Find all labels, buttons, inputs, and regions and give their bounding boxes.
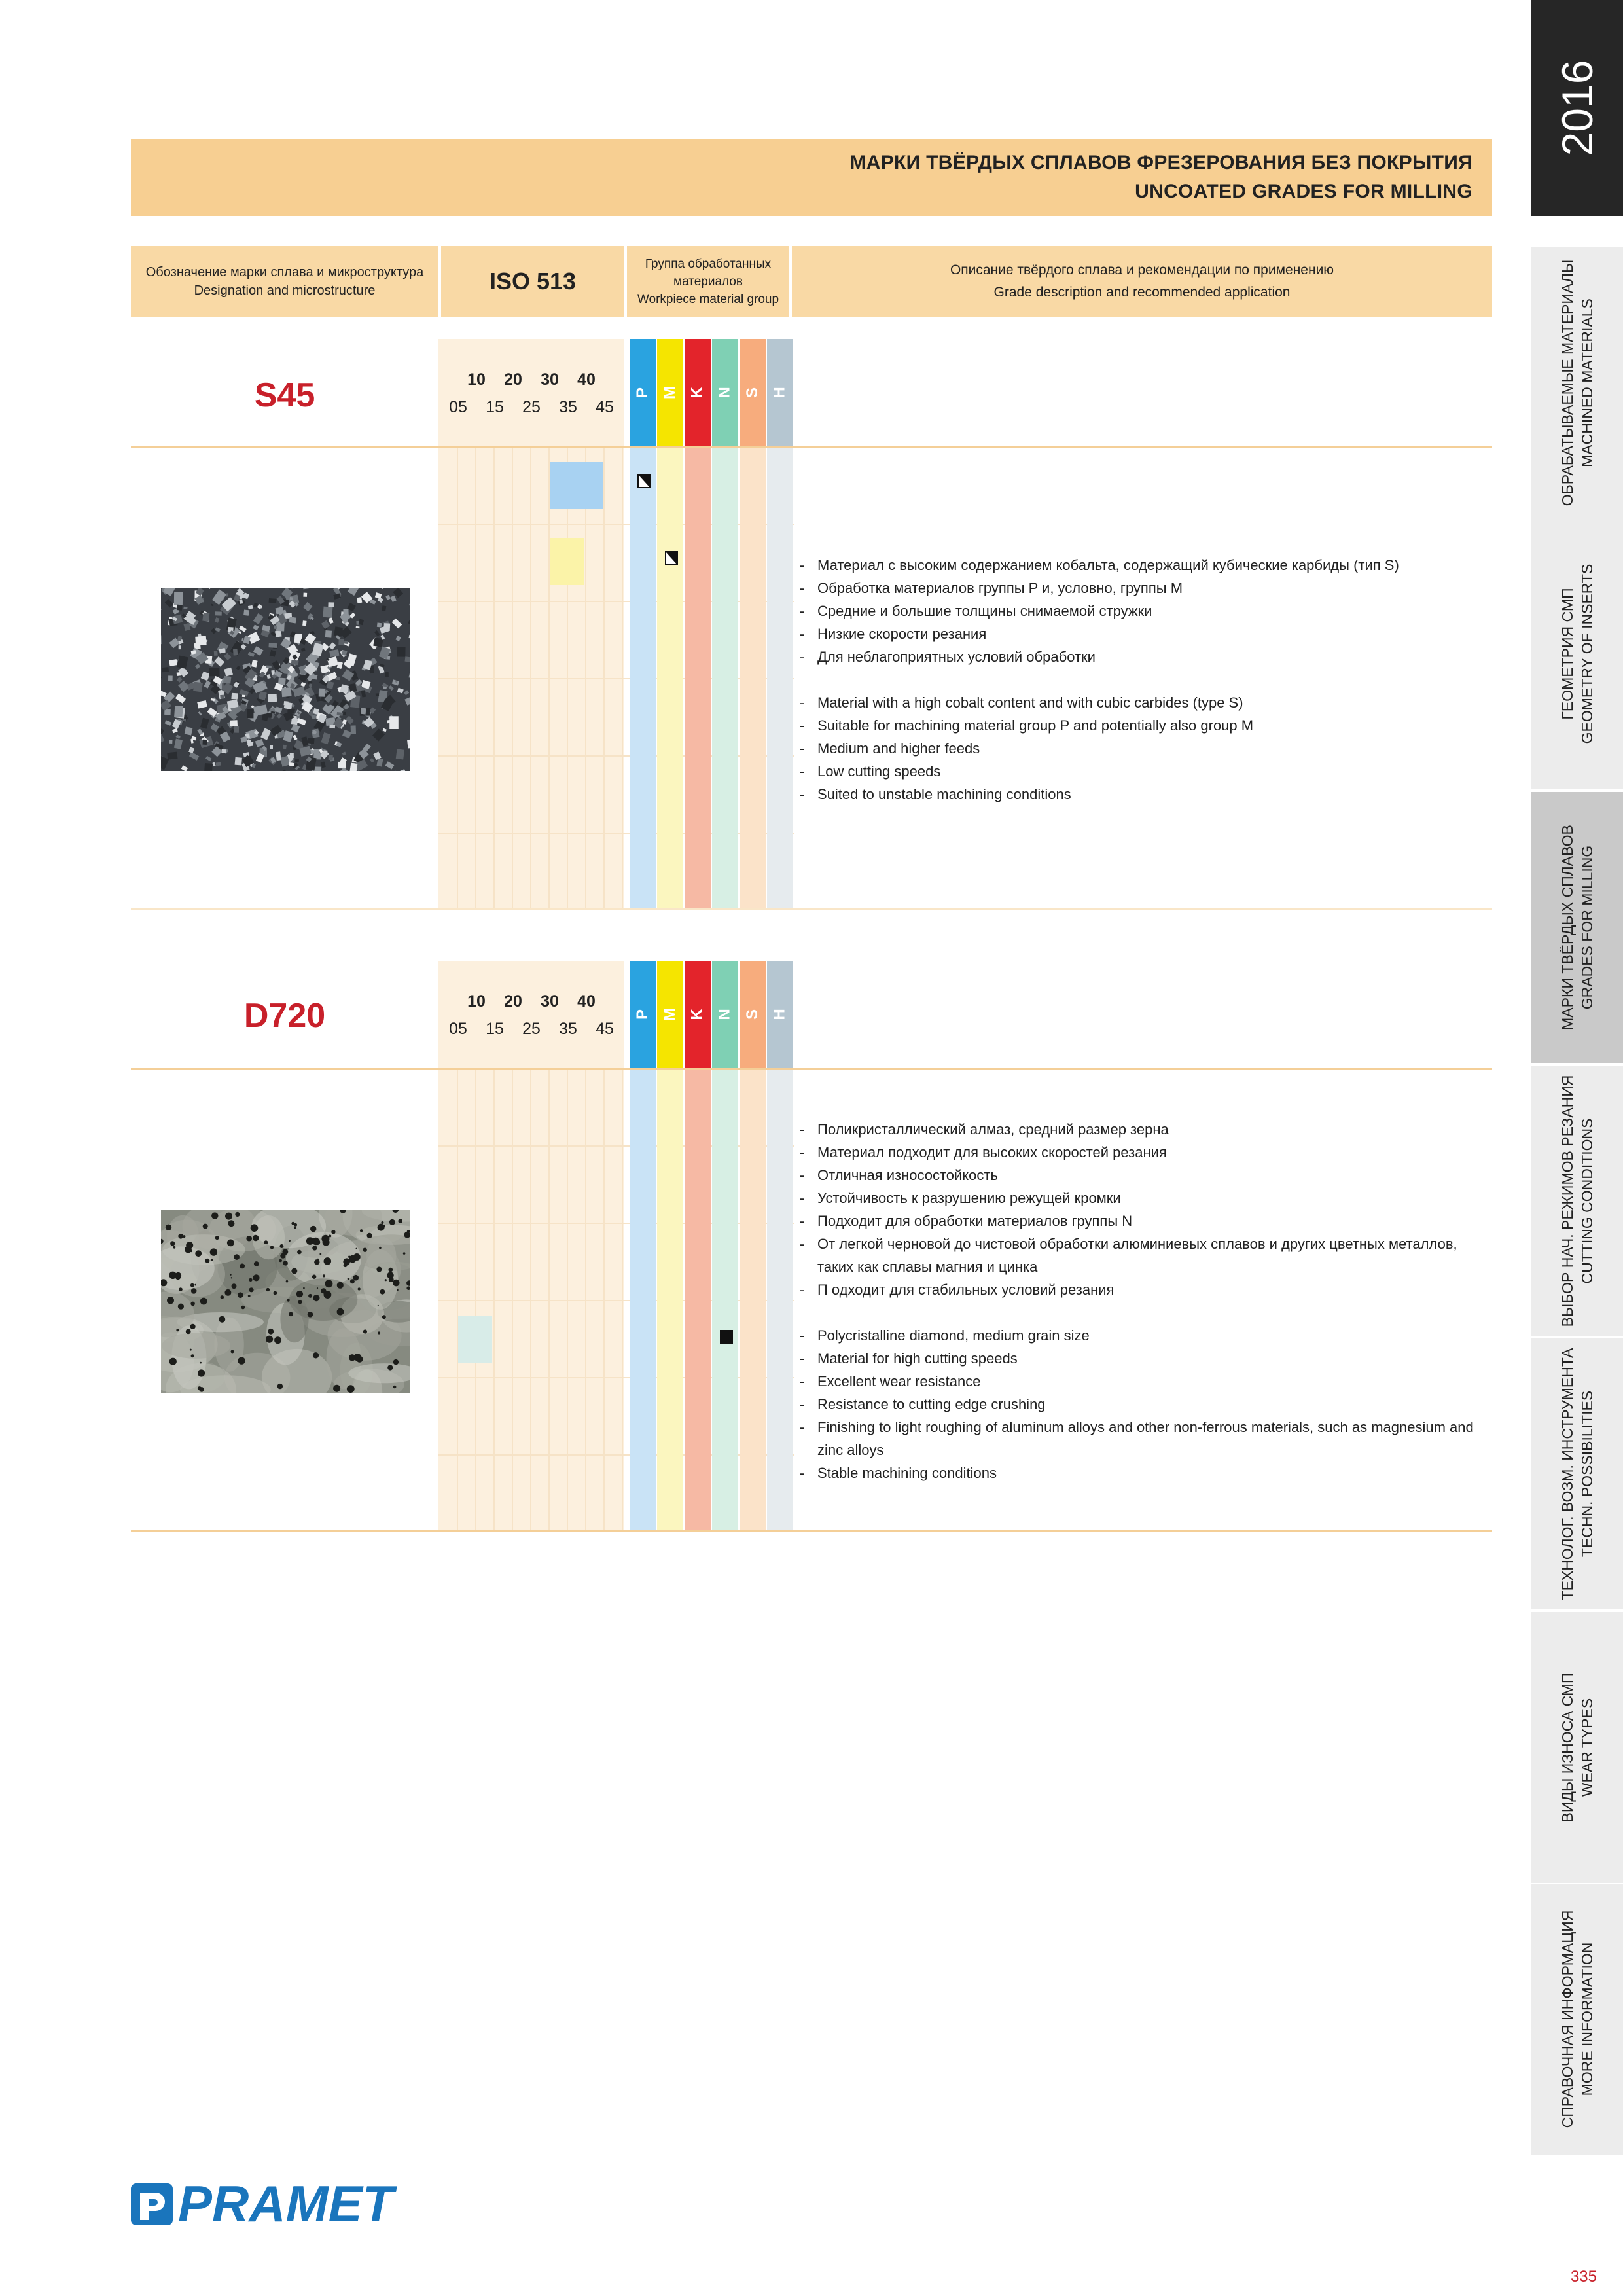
material-letter: N <box>716 387 734 399</box>
header-designation-en: Designation and microstructure <box>194 283 376 298</box>
description-item-ru: - П одходит для стабильных условий резания <box>800 1278 1487 1301</box>
header-desc-en: Grade description and recommended application <box>993 285 1291 300</box>
description-gap <box>800 1301 1487 1324</box>
chapter-tab-label-ru: ВИДЫ ИЗНОСА СМП <box>1559 1672 1576 1823</box>
description-item-en: - Material with a high cobalt content and with cubic carbides (type S) <box>800 691 1487 714</box>
material-column-k <box>685 448 711 908</box>
description-item-ru: - Подходит для обработки материалов группы N <box>800 1210 1487 1232</box>
chapter-tab-label-en: MACHINED MATERIALS <box>1578 298 1596 467</box>
material-header-s <box>740 961 766 1068</box>
chapter-tab-label-en: GEOMETRY OF INSERTS <box>1578 564 1596 744</box>
chapter-tab-4[interactable] <box>1531 1066 1623 1338</box>
material-letter: S <box>743 1009 761 1020</box>
grade-description <box>800 1118 1487 1484</box>
chapter-tab-label <box>1558 564 1597 744</box>
chapter-tab-label-en: WEAR TYPES <box>1578 1698 1596 1797</box>
material-header-p <box>630 339 656 446</box>
material-column-h <box>767 1069 793 1530</box>
material-header-n <box>712 339 738 446</box>
description-item-en: - Suitable for machining material group P and potentially also group M <box>800 714 1487 737</box>
chapter-tab-7[interactable] <box>1531 1884 1623 2157</box>
material-column-p <box>630 1069 656 1530</box>
chapter-tab-label <box>1558 1910 1597 2128</box>
iso-scale-bottom <box>438 398 624 417</box>
page-title-ru: МАРКИ ТВЁРДЫХ СПЛАВОВ ФРЕЗЕРОВАНИЯ БЕЗ ПОКРЫТИЯ <box>849 152 1472 173</box>
material-letter: S <box>743 387 761 399</box>
grade-separator-top <box>131 446 1492 448</box>
chapter-tab-2[interactable] <box>1531 518 1623 791</box>
description-item-en: - Material for high cutting speeds <box>800 1347 1487 1370</box>
iso-range-fill <box>550 462 603 509</box>
description-item-en: - Medium and higher feeds <box>800 737 1487 760</box>
iso-scale-top <box>438 992 624 1011</box>
chapter-tab-label <box>1558 260 1597 506</box>
material-letter: P <box>633 1009 651 1020</box>
chapter-tab-label-en: GRADES FOR MILLING <box>1578 845 1596 1010</box>
iso-range-fill <box>550 538 584 585</box>
material-header-k <box>685 961 711 1068</box>
grade-name: D720 <box>243 997 326 1035</box>
iso-scale-top-value: 40 <box>577 992 596 1011</box>
chapter-tab-label-ru: ВЫБОР НАЧ. РЕЖИМОВ РЕЗАНИЯ <box>1559 1075 1576 1327</box>
material-header-p <box>630 961 656 1068</box>
iso-scale-bottom <box>438 1020 624 1039</box>
material-column-m <box>657 1069 683 1530</box>
description-item-en: - Excellent wear resistance <box>800 1370 1487 1393</box>
description-item-ru: - Поликристаллический алмаз, средний размер зерна <box>800 1118 1487 1141</box>
chapter-tab-label-ru: ТЕХНОЛОГ. ВОЗМ. ИНСТРУМЕНТА <box>1559 1348 1576 1600</box>
iso-scale-bottom-value: 15 <box>486 1020 504 1038</box>
grade-separator-bottom <box>131 1530 1492 1532</box>
material-column-n <box>712 1069 738 1530</box>
year-tab <box>1531 0 1623 216</box>
material-column-h <box>767 448 793 908</box>
iso-scale-top-value: 30 <box>541 992 559 1011</box>
description-item-ru: - Отличная износостойкость <box>800 1164 1487 1187</box>
grade-separator-top <box>131 1068 1492 1070</box>
iso-range-fill <box>458 1316 492 1363</box>
description-item-en: - Resistance to cutting edge crushing <box>800 1393 1487 1416</box>
material-column-m <box>657 448 683 908</box>
svg-text:PRAMET: PRAMET <box>178 2179 394 2229</box>
description-item-en: - Low cutting speeds <box>800 760 1487 783</box>
chapter-tab-3[interactable] <box>1531 792 1623 1065</box>
material-header-k <box>685 339 711 446</box>
description-item-ru: - Обработка материалов группы P и, условно, группы M <box>800 577 1487 600</box>
material-letter: M <box>661 386 679 399</box>
iso-scale-bottom-value: 05 <box>449 398 467 416</box>
header-designation <box>131 246 438 317</box>
page-number: 335 <box>1570 2268 1597 2286</box>
partial-suitability-icon <box>637 474 651 488</box>
iso-scale-bottom-value: 45 <box>596 398 614 416</box>
chapter-tab-label-ru: СПРАВОЧНАЯ ИНФОРМАЦИЯ <box>1559 1910 1576 2128</box>
material-column-n <box>712 448 738 908</box>
header-description <box>792 246 1492 317</box>
iso-scale-top-value: 20 <box>504 992 522 1011</box>
material-column-p <box>630 448 656 908</box>
material-letter: M <box>661 1008 679 1021</box>
iso-scale-top <box>438 370 624 389</box>
iso-grid-bg <box>438 961 624 1530</box>
description-gap <box>800 668 1487 691</box>
iso-scale-bottom-value: 05 <box>449 1020 467 1038</box>
material-letter: P <box>633 387 651 399</box>
header-group <box>627 246 789 317</box>
iso-scale-bottom-value: 45 <box>596 1020 614 1038</box>
description-item-ru: - Материал с высоким содержанием кобальта, содержащий кубические карбиды (тип S) <box>800 554 1487 577</box>
iso-scale-top-value: 30 <box>541 370 559 389</box>
iso-scale-bottom-value: 25 <box>522 1020 541 1038</box>
pramet-logo <box>131 2179 399 2229</box>
chapter-tab-label-ru: МАРКИ ТВЁРДЫХ СПЛАВОВ <box>1559 825 1576 1030</box>
description-item-en: - Polycristalline diamond, medium grain size <box>800 1324 1487 1347</box>
material-letter: N <box>716 1009 734 1020</box>
chapter-tab-label-en: CUTTING CONDITIONS <box>1578 1118 1596 1284</box>
chapter-tab-label-en: MORE INFORMATION <box>1578 1942 1596 2096</box>
header-designation-ru: Обозначение марки сплава и микроструктура <box>145 265 424 279</box>
material-header-m <box>657 961 683 1068</box>
material-header-s <box>740 339 766 446</box>
iso-scale-top-value: 20 <box>504 370 522 389</box>
description-item-ru: - Средние и большие толщины снимаемой стружки <box>800 600 1487 622</box>
description-item-en: - Suited to unstable machining conditions <box>800 783 1487 806</box>
description-item-ru: - Для неблагоприятных условий обработки <box>800 645 1487 668</box>
page-title-band <box>131 139 1492 216</box>
grade-description <box>800 554 1487 806</box>
chapter-tab-label-ru: ОБРАБАТЫВАЕМЫЕ МАТЕРИАЛЫ <box>1559 259 1576 507</box>
partial-suitability-icon <box>665 551 678 565</box>
material-header-h <box>767 961 793 1068</box>
iso-scale-top-value: 10 <box>467 370 486 389</box>
chapter-tab-label <box>1558 1672 1597 1822</box>
header-iso <box>441 246 624 317</box>
chapter-tab-label <box>1558 1075 1597 1327</box>
page-title-en: UNCOATED GRADES FOR MILLING <box>1135 181 1472 202</box>
chapter-tab-6[interactable] <box>1531 1612 1623 1885</box>
iso-scale-bottom-value: 15 <box>486 398 504 416</box>
chapter-tab-label-en: TECHN. POSSIBILITIES <box>1578 1390 1596 1558</box>
iso-grid-bg <box>438 339 624 908</box>
iso-scale-top-value: 10 <box>467 992 486 1011</box>
header-group-ru-1: Группа обработанных <box>645 257 772 271</box>
material-letter: H <box>771 387 789 399</box>
material-letter: H <box>771 1009 789 1020</box>
material-column-s <box>740 448 766 908</box>
chapter-tab-label-ru: ГЕОМЕТРИЯ СМП <box>1559 588 1576 720</box>
iso-scale-bottom-value: 35 <box>559 398 577 416</box>
material-header-n <box>712 961 738 1068</box>
iso-scale-top-value: 40 <box>577 370 596 389</box>
full-suitability-icon <box>720 1330 733 1344</box>
description-item-ru: - Устойчивость к разрушению режущей кромки <box>800 1187 1487 1210</box>
material-column-k <box>685 1069 711 1530</box>
microstructure-image <box>161 588 410 771</box>
chapter-tab-5[interactable] <box>1531 1338 1623 1611</box>
grade-name: S45 <box>254 376 315 414</box>
description-item-ru: - От легкой черновой до чистовой обработки алюминиевых сплавов и других цветных металлов, таких как сплавы магния и цинка <box>800 1232 1487 1278</box>
microstructure-image <box>161 1210 410 1393</box>
pramet-logo-mark <box>131 2179 399 2229</box>
grade-separator-bottom <box>131 908 1492 910</box>
header-group-ru-2: материалов <box>673 274 743 289</box>
material-letter: K <box>688 387 706 399</box>
header-group-en: Workpiece material group <box>637 292 779 306</box>
material-letter: K <box>688 1009 706 1020</box>
iso-scale-bottom-value: 25 <box>522 398 541 416</box>
chapter-tab-label <box>1558 825 1597 1030</box>
iso-scale-bottom-value: 35 <box>559 1020 577 1038</box>
header-desc-ru: Описание твёрдого сплава и рекомендации по применению <box>950 262 1334 278</box>
year-label: 2016 <box>1553 60 1601 156</box>
material-column-s <box>740 1069 766 1530</box>
material-header-h <box>767 339 793 446</box>
description-item-en: - Finishing to light roughing of aluminum alloys and other non-ferrous materials, such as magnesium and zinc alloys <box>800 1416 1487 1462</box>
description-item-ru: - Материал подходит для высоких скоростей резания <box>800 1141 1487 1164</box>
chapter-tab-label <box>1558 1348 1597 1600</box>
description-item-ru: - Низкие скорости резания <box>800 622 1487 645</box>
description-item-en: - Stable machining conditions <box>800 1462 1487 1484</box>
material-header-m <box>657 339 683 446</box>
header-iso-label: ISO 513 <box>489 268 577 295</box>
chapter-tab-1[interactable] <box>1531 247 1623 520</box>
